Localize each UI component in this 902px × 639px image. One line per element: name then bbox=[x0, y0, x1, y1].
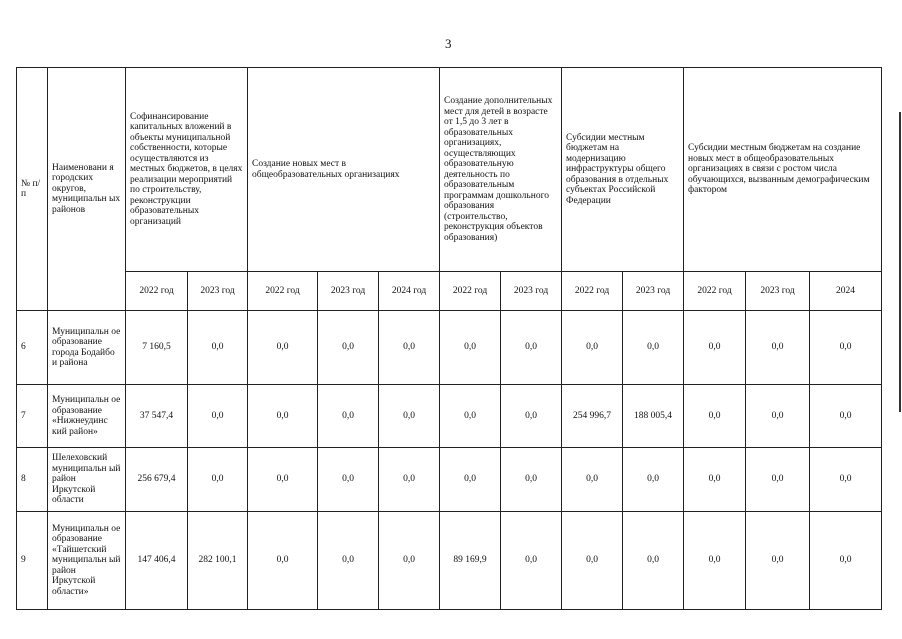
year-header: 2023 год bbox=[318, 272, 379, 311]
value-cell: 0,0 bbox=[684, 311, 746, 385]
value-cell: 0,0 bbox=[501, 448, 562, 512]
table-row bbox=[17, 311, 882, 385]
value-cell: 37 547,4 bbox=[126, 385, 188, 448]
year-header: 2023 год bbox=[623, 272, 684, 311]
value-cell: 0,0 bbox=[248, 512, 318, 610]
year-header: 2024 год bbox=[379, 272, 440, 311]
value-cell: 0,0 bbox=[248, 311, 318, 385]
value-cell: 0,0 bbox=[810, 512, 882, 610]
municipality-name: Муниципальн ое образование «Тайшетский муниципальн ый район Иркутской области» bbox=[48, 512, 126, 610]
value-cell: 7 160,5 bbox=[126, 311, 188, 385]
value-cell: 0,0 bbox=[248, 448, 318, 512]
value-cell: 0,0 bbox=[440, 385, 501, 448]
table-row bbox=[17, 448, 882, 512]
table-row bbox=[17, 385, 882, 448]
value-cell: 0,0 bbox=[501, 512, 562, 610]
value-cell: 0,0 bbox=[623, 512, 684, 610]
value-cell: 0,0 bbox=[379, 448, 440, 512]
header-group-demographic: Субсидии местным бюджетам на создание новых мест в общеобразовательных организациях в связи с ростом числа обучающихся, вызванным демографическим фактором bbox=[684, 68, 882, 272]
row-number: 8 bbox=[17, 448, 48, 512]
year-header: 2022 год bbox=[248, 272, 318, 311]
header-group-cofinancing: Софинансирование капитальных вложений в объекты муниципальной собственности, которые осуществляются из местных бюджетов, в целях реализации мероприятий по строительству, реконструкции образовательных организаций bbox=[126, 68, 248, 272]
value-cell: 0,0 bbox=[623, 448, 684, 512]
year-header: 2023 год bbox=[501, 272, 562, 311]
scan-edge-line bbox=[899, 112, 901, 412]
row-number: 9 bbox=[17, 512, 48, 610]
value-cell: 0,0 bbox=[562, 448, 623, 512]
row-number: 6 bbox=[17, 311, 48, 385]
header-group-preschool: Создание дополнительных мест для детей в возрасте от 1,5 до 3 лет в образовательных организациях, осуществляющих образовательную деятельность по образовательным программам дошкольного образования (строительство, реконструкция объектов образования) bbox=[440, 68, 562, 272]
table-row bbox=[17, 512, 882, 610]
year-header: 2023 год bbox=[188, 272, 248, 311]
value-cell: 0,0 bbox=[746, 448, 810, 512]
value-cell: 0,0 bbox=[810, 385, 882, 448]
header-group-new-places: Создание новых мест в общеобразовательных организациях bbox=[248, 68, 440, 272]
subsidy-table bbox=[16, 67, 882, 610]
value-cell: 0,0 bbox=[318, 512, 379, 610]
value-cell: 256 679,4 bbox=[126, 448, 188, 512]
value-cell: 0,0 bbox=[810, 311, 882, 385]
year-header: 2022 год bbox=[684, 272, 746, 311]
value-cell: 188 005,4 bbox=[623, 385, 684, 448]
year-header: 2022 год bbox=[440, 272, 501, 311]
value-cell: 0,0 bbox=[746, 385, 810, 448]
value-cell: 0,0 bbox=[562, 311, 623, 385]
value-cell: 0,0 bbox=[318, 385, 379, 448]
value-cell: 0,0 bbox=[684, 385, 746, 448]
value-cell: 254 996,7 bbox=[562, 385, 623, 448]
value-cell: 0,0 bbox=[379, 311, 440, 385]
value-cell: 0,0 bbox=[746, 512, 810, 610]
municipality-name: Шелеховский муниципальн ый район Иркутской области bbox=[48, 448, 126, 512]
value-cell: 0,0 bbox=[623, 311, 684, 385]
row-number: 7 bbox=[17, 385, 48, 448]
value-cell: 0,0 bbox=[188, 311, 248, 385]
value-cell: 0,0 bbox=[318, 311, 379, 385]
value-cell: 0,0 bbox=[188, 385, 248, 448]
value-cell: 0,0 bbox=[810, 448, 882, 512]
year-header: 2024 bbox=[810, 272, 882, 311]
value-cell: 0,0 bbox=[248, 385, 318, 448]
page-number: 3 bbox=[445, 36, 452, 51]
value-cell: 0,0 bbox=[318, 448, 379, 512]
value-cell: 0,0 bbox=[684, 448, 746, 512]
value-cell: 0,0 bbox=[440, 448, 501, 512]
value-cell: 0,0 bbox=[501, 311, 562, 385]
value-cell: 0,0 bbox=[379, 385, 440, 448]
year-header: 2023 год bbox=[746, 272, 810, 311]
year-header: 2022 год bbox=[126, 272, 188, 311]
value-cell: 89 169,9 bbox=[440, 512, 501, 610]
value-cell: 0,0 bbox=[379, 512, 440, 610]
municipality-name: Муниципальн ое образование города Бодайбо и района bbox=[48, 311, 126, 385]
value-cell: 282 100,1 bbox=[188, 512, 248, 610]
value-cell: 0,0 bbox=[684, 512, 746, 610]
value-cell: 0,0 bbox=[188, 448, 248, 512]
year-header: 2022 год bbox=[562, 272, 623, 311]
municipality-name: Муниципальн ое образование «Нижнеудинс кий район» bbox=[48, 385, 126, 448]
value-cell: 0,0 bbox=[746, 311, 810, 385]
value-cell: 0,0 bbox=[562, 512, 623, 610]
header-group-modernization: Субсидии местным бюджетам на модернизацию инфраструктуры общего образования в отдельных субъектах Российской Федерации bbox=[562, 68, 684, 272]
value-cell: 147 406,4 bbox=[126, 512, 188, 610]
header-municipality: Наименовани я городских округов, муниципальн ых районов bbox=[48, 68, 126, 311]
value-cell: 0,0 bbox=[440, 311, 501, 385]
value-cell: 0,0 bbox=[501, 385, 562, 448]
header-num: № п/п bbox=[17, 68, 48, 311]
